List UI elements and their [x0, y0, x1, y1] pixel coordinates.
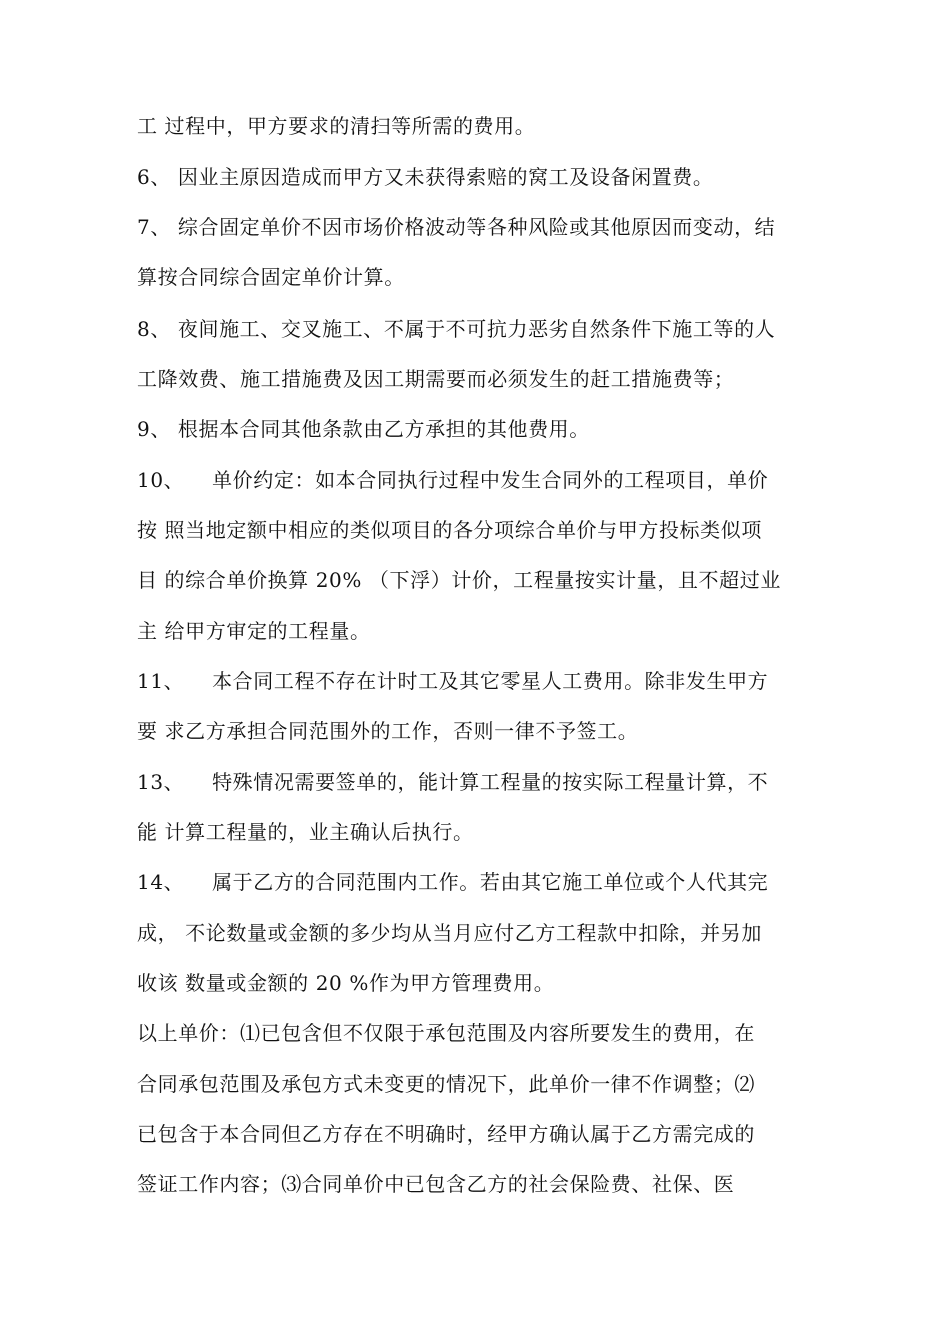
text-line: 主 给甲方审定的工程量。: [137, 619, 371, 643]
text-line: 能 计算工程量的，业主确认后执行。: [137, 820, 474, 844]
text-line: 工降效费、施工措施费及因工期需要而必须发生的赶工措施费等；: [137, 367, 735, 391]
text-line: 要 求乙方承担合同范围外的工作，否则一律不予签工。: [137, 719, 639, 743]
text-line: 已包含于本合同但乙方存在不明确时，经甲方确认属于乙方需完成的: [137, 1122, 755, 1146]
text-line: 8、 夜间施工、交叉施工、不属于不可抗力恶劣自然条件下施工等的人: [137, 317, 776, 341]
text-line: 目 的综合单价换算 20% （下浮）计价，工程量按实计量，且不超过业: [137, 568, 781, 592]
text-line: 10、 单价约定：如本合同执行过程中发生合同外的工程项目，单价: [137, 468, 769, 492]
text-line: 签证工作内容；⑶合同单价中已包含乙方的社会保险费、社保、医: [137, 1172, 735, 1196]
text-line: 9、 根据本合同其他条款由乙方承担的其他费用。: [137, 417, 590, 441]
text-line: 工 过程中，甲方要求的清扫等所需的费用。: [137, 114, 536, 138]
text-line: 6、 因业主原因造成而甲方又未获得索赔的窝工及设备闲置费。: [137, 165, 714, 189]
text-line: 按 照当地定额中相应的类似项目的各分项综合单价与甲方投标类似项: [137, 518, 762, 542]
text-line: 11、 本合同工程不存在计时工及其它零星人工费用。除非发生甲方: [137, 669, 769, 693]
text-line: 13、 特殊情况需要签单的，能计算工程量的按实际工程量计算，不: [137, 770, 769, 794]
text-line: 以上单价：⑴已包含但不仅限于承包范围及内容所要发生的费用，在: [137, 1021, 755, 1045]
text-line: 14、 属于乙方的合同范围内工作。若由其它施工单位或个人代其完: [137, 870, 769, 894]
text-line: 合同承包范围及承包方式未变更的情况下，此单价一律不作调整；⑵: [137, 1072, 755, 1096]
text-line: 成， 不论数量或金额的多少均从当月应付乙方工程款中扣除，并另加: [137, 921, 762, 945]
text-line: 7、 综合固定单价不因市场价格波动等各种风险或其他原因而变动，结: [137, 215, 776, 239]
text-line: 算按合同综合固定单价计算。: [137, 265, 405, 289]
text-line: 收该 数量或金额的 20 %作为甲方管理费用。: [137, 971, 555, 995]
